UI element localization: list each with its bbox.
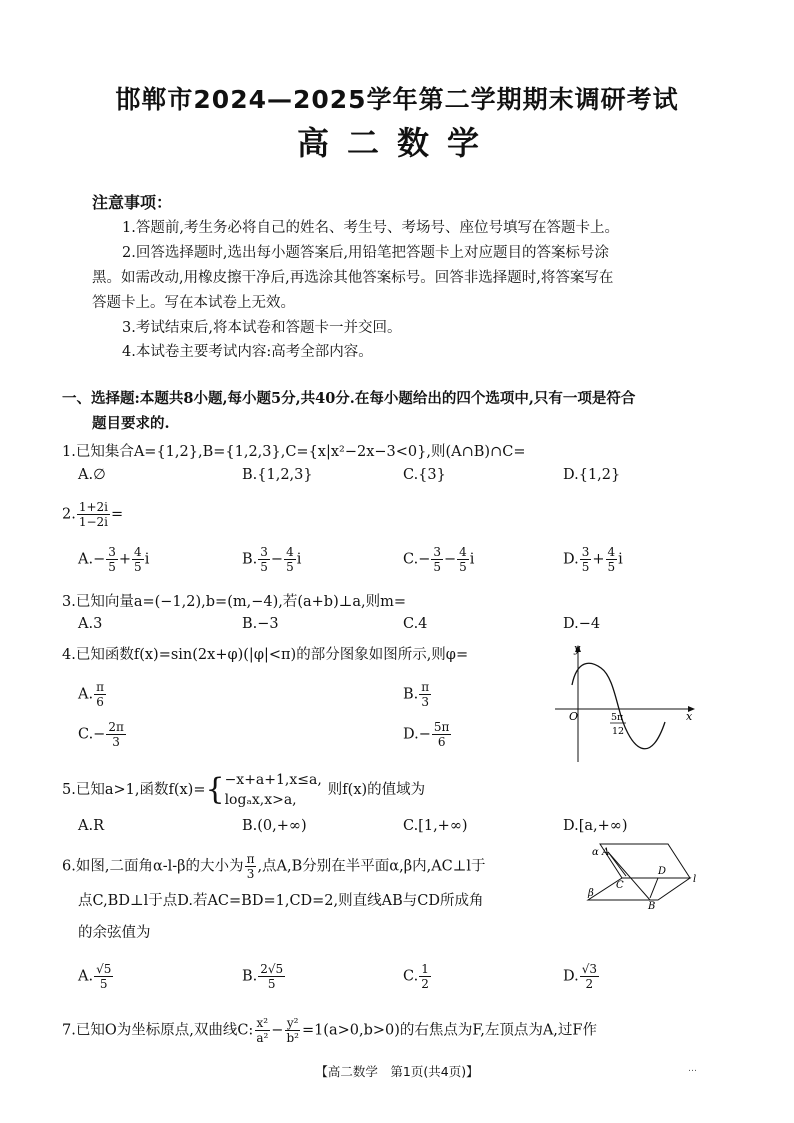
fraction-denominator: a²: [256, 1031, 269, 1045]
option-label: D.: [563, 551, 579, 568]
exam-title: 邯郸市2024—2025学年第二学期期末调研考试: [115, 85, 679, 114]
question-5-prefix: 5.已知a>1,函数f(x)=: [62, 782, 206, 798]
fraction-numerator: 4: [607, 545, 616, 559]
label-beta: β: [588, 888, 594, 899]
sine-graph-figure: [555, 640, 700, 765]
question-2-stem: [62, 500, 123, 529]
option-label: A.: [78, 686, 94, 703]
fraction: [245, 852, 257, 881]
question-6-option-b: [242, 962, 286, 991]
fraction-denominator: 3: [112, 735, 120, 749]
question-7-prefix: 7.已知O为坐标原点,双曲线C:: [62, 1022, 254, 1039]
option-label: B.: [242, 968, 258, 985]
option-label: C.−: [78, 726, 106, 743]
subject-title: 高二数学: [296, 124, 497, 162]
question-4-stem: 4.已知函数f(x)=sin(2x+φ)(|φ|<π)的部分图象如图所示,则φ=: [62, 647, 469, 663]
fraction-numerator: 3: [108, 545, 116, 559]
operator: +: [592, 551, 605, 568]
fraction-numerator: √5: [96, 962, 112, 976]
fraction-denominator: 5: [581, 560, 590, 574]
notice-heading: 注意事项：: [92, 193, 173, 212]
label-alpha: α: [592, 847, 599, 858]
fraction-numerator: 1: [421, 962, 429, 976]
imaginary-unit: i: [618, 551, 623, 568]
question-6-line-2: 点C,BD⊥l于点D.若AC=BD=1,CD=2,则直线AB与CD所成角: [78, 893, 484, 909]
fraction-denominator: 5: [134, 560, 142, 574]
fraction-numerator: 4: [459, 545, 467, 559]
fraction-denominator: 1−2i: [78, 515, 109, 529]
equals-sign: =: [111, 506, 124, 523]
question-7-suffix: =1(a>0,b>0)的右焦点为F,左顶点为A,过F作: [301, 1022, 597, 1039]
fraction-denominator: 5: [433, 560, 441, 574]
question-5-option-d: D.[a,+∞): [563, 818, 628, 834]
fraction-numerator: 2√5: [260, 962, 284, 976]
option-label: A.: [78, 968, 94, 985]
question-5-option-a: A.R: [78, 818, 104, 834]
question-5-option-c: C.[1,+∞): [403, 818, 468, 834]
segment-bd: [650, 878, 658, 898]
fraction: [106, 545, 118, 574]
fraction-denominator: 2: [585, 977, 594, 991]
page-footer: 【高二数学 第1页(共4页)】: [315, 1064, 479, 1079]
question-1-option-b: B.{1,2,3}: [242, 467, 313, 483]
question-4-option-c: [78, 720, 127, 749]
question-2-option-c: [403, 545, 474, 574]
question-6-text-b: ,点A,B分别在半平面α,β内,AC⊥l于: [257, 858, 486, 875]
question-2-number: 2.: [62, 506, 76, 523]
imaginary-unit: i: [296, 551, 302, 568]
fraction-numerator: π: [246, 852, 255, 866]
label-a: A: [602, 847, 610, 858]
option-label: B.: [242, 551, 258, 568]
option-label: C.: [403, 968, 419, 985]
fraction: [258, 962, 285, 991]
x-axis-label: x: [686, 710, 693, 723]
fraction: [106, 720, 126, 749]
option-label: D.: [563, 968, 579, 985]
fraction: [431, 545, 443, 574]
fraction-denominator: 3: [246, 867, 255, 881]
question-1-option-c: C.{3}: [403, 467, 446, 483]
question-5-stem: [62, 770, 425, 810]
option-label: D.−: [403, 726, 431, 743]
fraction: [580, 962, 599, 991]
question-3-option-a: A.3: [78, 616, 103, 632]
question-7-stem: [62, 1016, 597, 1045]
case-2: logₐx,x>a,: [224, 792, 297, 808]
fraction: [457, 545, 469, 574]
notice-item-3: 3.考试结束后,将本试卷和答题卡一并交回。: [122, 320, 402, 336]
operator: +: [118, 551, 132, 568]
question-5-option-b: B.(0,+∞): [242, 818, 307, 834]
question-2-option-b: [242, 545, 301, 574]
question-6-option-d: [563, 962, 600, 991]
fraction-numerator: 5π: [433, 720, 450, 734]
imaginary-unit: i: [469, 551, 475, 568]
fraction: [580, 545, 592, 574]
notice-item-1: 1.答题前,考生务必将自己的姓名、考生号、考场号、座位号填写在答题卡上。: [122, 220, 619, 236]
fraction: [432, 720, 452, 749]
imaginary-unit: i: [144, 551, 150, 568]
y-axis-label: y: [574, 642, 581, 655]
piecewise-cases: [225, 770, 322, 810]
fraction-numerator: 3: [260, 545, 268, 559]
notice-item-2-line-3: 答题卡上。写在本试卷上无效。: [92, 295, 295, 311]
fraction: [132, 545, 144, 574]
question-3-option-d: D.−4: [563, 616, 601, 632]
question-1-stem: 1.已知集合A={1,2},B={1,2,3},C={x|x²−2x−3<0},则(A∩B)∩C=: [62, 444, 526, 460]
segment-ac: [608, 852, 626, 876]
question-4-option-a: [78, 680, 107, 709]
fraction-numerator: y²: [286, 1016, 299, 1030]
fraction-denominator: 5: [286, 560, 294, 574]
fraction: [284, 545, 296, 574]
label-d: D: [658, 866, 667, 877]
fraction-denominator: 5: [459, 560, 467, 574]
question-2-option-a: [78, 545, 149, 574]
fraction-numerator: 4: [286, 545, 294, 559]
label-b: B: [648, 901, 656, 910]
question-6-option-c: [403, 962, 432, 991]
fraction-denominator: 6: [96, 695, 104, 709]
question-6-line-1: [62, 852, 486, 881]
question-6-option-a: [78, 962, 114, 991]
fraction-denominator: 5: [267, 977, 276, 991]
fraction-numerator: π: [96, 680, 104, 694]
fraction: [606, 545, 618, 574]
fraction-numerator: 1+2i: [78, 500, 109, 514]
origin-label: O: [569, 710, 579, 723]
option-label: C.: [403, 551, 419, 568]
notice-item-4: 4.本试卷主要考试内容:高考全部内容。: [122, 344, 373, 360]
question-2-fraction: [77, 500, 110, 529]
fraction-denominator: 2: [421, 977, 429, 991]
tick-denominator: 12: [612, 726, 625, 737]
left-brace-icon: {: [205, 772, 225, 807]
question-3-option-c: C.4: [403, 616, 428, 632]
question-4-option-d: [403, 720, 452, 749]
operator: −: [270, 551, 284, 568]
half-plane-alpha: [600, 844, 690, 878]
fraction: [94, 680, 106, 709]
fraction: [254, 1016, 270, 1045]
fraction-denominator: b²: [286, 1031, 299, 1045]
question-6-line-3: 的余弦值为: [78, 925, 151, 941]
question-2-option-d: [563, 545, 623, 574]
option-label: A.: [78, 551, 94, 568]
fraction: [258, 545, 270, 574]
question-3-stem: 3.已知向量a=(−1,2),b=(m,−4),若(a+b)⊥a,则m=: [62, 594, 407, 610]
operator: −: [443, 551, 457, 568]
fraction-numerator: 3: [581, 545, 590, 559]
segment-ab: [608, 852, 650, 900]
sign: −: [418, 551, 431, 568]
fraction-numerator: π: [421, 680, 430, 694]
question-1-option-a: A.∅: [78, 467, 106, 483]
fraction-numerator: 4: [134, 545, 142, 559]
fraction-numerator: 3: [433, 545, 441, 559]
footer-mark: …: [688, 1064, 697, 1074]
question-1-option-d: D.{1,2}: [563, 467, 621, 483]
question-3-option-b: B.−3: [242, 616, 279, 632]
fraction-denominator: 5: [99, 977, 108, 991]
fraction: [419, 680, 431, 709]
fraction-denominator: 5: [607, 560, 616, 574]
fraction-denominator: 6: [437, 735, 446, 749]
section-1-heading: 一、选择题:本题共8小题,每小题5分,共40分.在每小题给出的四个选项中,只有一项是符合: [62, 390, 636, 407]
option-label: B.: [403, 686, 419, 703]
question-6-text-a: 6.如图,二面角α-l-β的大小为: [62, 858, 244, 875]
notice-item-2-line-1: 2.回答选择题时,选出每小题答案后,用铅笔把答题卡上对应题目的答案标号涂: [122, 245, 610, 261]
notice-item-2-line-2: 黑。如需改动,用橡皮擦干净后,再选涂其他答案标号。回答非选择题时,将答案写在: [92, 270, 614, 286]
case-1: −x+a+1,x≤a,: [224, 772, 322, 788]
fraction: [94, 962, 113, 991]
question-4-option-b: [403, 680, 432, 709]
fraction-denominator: 3: [421, 695, 430, 709]
fraction-denominator: 5: [260, 560, 268, 574]
fraction-denominator: 5: [108, 560, 116, 574]
fraction-numerator: √3: [581, 962, 597, 976]
tick-numerator: 5π: [611, 712, 624, 723]
fraction: [284, 1016, 301, 1045]
fraction-numerator: 2π: [108, 720, 124, 734]
fraction: [419, 962, 431, 991]
label-l: l: [693, 874, 697, 885]
section-1-heading-cont: 题目要求的.: [92, 415, 170, 432]
sign: −: [93, 551, 106, 568]
dihedral-angle-figure: [578, 838, 708, 910]
half-plane-beta: [588, 878, 690, 900]
fraction-numerator: x²: [256, 1016, 269, 1030]
question-5-suffix: 则f(x)的值域为: [327, 782, 426, 798]
label-c: C: [616, 880, 624, 891]
operator: −: [271, 1022, 284, 1039]
